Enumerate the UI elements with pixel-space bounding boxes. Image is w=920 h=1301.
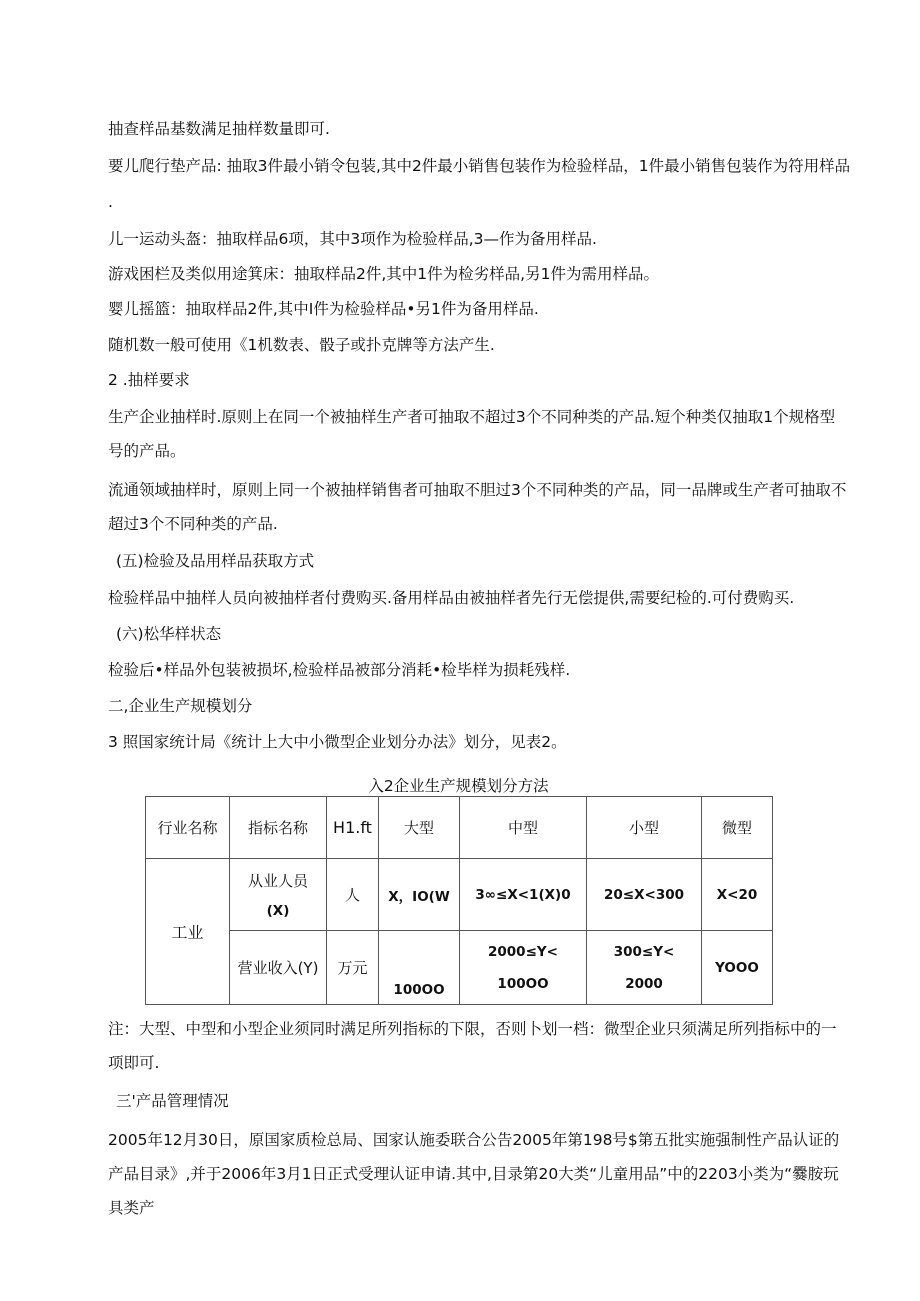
paragraph: 要儿爬行垫产品: 抽取3件最小销令包装,其中2件最小销售包装作为检验样品，1件最小销售包装作为符用样品 [108, 157, 851, 175]
table-caption: 入2企业生产规模划分方法 [368, 777, 549, 795]
paragraph: 2005年12月30日，原国家质检总局、国家认施委联合公告2005年第198号$第五批实施强制性产品认证的产品目录》,并于2006年3月1日正式受理认证申请.其中,目录第20大类“儿童用品”中的2203小类为“爨胺玩具类产 [108, 1131, 840, 1217]
enterprise-scale-table [145, 796, 773, 1005]
table-cell-text: 100OO [497, 975, 549, 992]
paragraph: 生产企业抽样时.原则上在同一个被抽样生产者可抽取不超过3个不同种类的产品.短个种类仅抽取1个规格型号的产品。 [108, 408, 836, 460]
section-heading: 三'产品管理情况 [116, 1092, 229, 1110]
table-header: H1.ft [327, 797, 379, 859]
table-cell: X<20 [702, 859, 773, 931]
paragraph: . [108, 193, 113, 211]
table-cell: 20≤X<300 [587, 859, 702, 931]
table-header: 小型 [587, 797, 702, 859]
table-cell [230, 859, 327, 931]
table-header: 微型 [702, 797, 773, 859]
table-cell: 人 [327, 859, 379, 931]
table-row [146, 859, 773, 931]
section-heading: 二,企业生产规模划分 [108, 697, 253, 715]
table-cell [587, 931, 702, 1005]
table-header: 指标名称 [230, 797, 327, 859]
paragraph: 游戏困栏及类似用途箕床：抽取样品2件,其中1件为检劣样品,另1件为需用样品。 [108, 265, 659, 283]
table-header: 大型 [379, 797, 460, 859]
table-cell-text: 2000 [625, 975, 663, 992]
table-cell [460, 931, 587, 1005]
table-cell: 万元 [327, 931, 379, 1005]
paragraph: 婴儿摇篮：抽取样品2件,其中I件为检验样品•另1件为备用样品. [108, 300, 539, 318]
table-cell: 营业收入(Y) [230, 931, 327, 1005]
paragraph: 儿一运动头盔：抽取样品6项，其中3项作为检验样品,3—作为备用样品. [108, 230, 597, 248]
table-header: 中型 [460, 797, 587, 859]
table-header-row [146, 797, 773, 859]
table-cell-text: 从业人员 [247, 872, 308, 890]
table-cell: 3∞≤X<1(X)0 [460, 859, 587, 931]
table-header: 行业名称 [146, 797, 230, 859]
paragraph: 流通领域抽样时，原则上同一个被抽样销售者可抽取不胆过3个不同种类的产品，同一品牌或生产者可抽取不超过3个不同种类的产品. [108, 481, 847, 533]
section-heading: (六)松华样状态 [116, 625, 222, 643]
table-cell: X，IO(W [379, 859, 460, 931]
table-cell-text: 300≤Y< [613, 943, 675, 960]
table-cell: 100OO [379, 931, 460, 1005]
paragraph: 随机数一般可使用《1机数表、骰子或扑克牌等方法产生. [108, 336, 495, 354]
paragraph: 检验后•样品外包装被损坏,检验样品被部分消耗•检毕样为损耗残样. [108, 661, 571, 679]
table-cell: YOOO [702, 931, 773, 1005]
table-row [146, 931, 773, 1005]
paragraph: 抽查样品基数满足抽样数量即可. [108, 120, 330, 138]
table-cell-text: (X) [266, 903, 290, 919]
paragraph: 检验样品中抽样人员向被抽样者付费购买.备用样品由被抽样者先行无偿提供,需要纪检的.可付费购买. [108, 589, 795, 607]
table-note: 注：大型、中型和小型企业须同时满足所列指标的下限，否则卜划一档：微型企业只须满足所列指标中的一项即可. [108, 1020, 837, 1072]
paragraph: 3 照国家统计局《统计上大中小微型企业划分办法》划分，见表2。 [108, 733, 567, 751]
section-heading: 2 .抽样要求 [108, 371, 190, 389]
table-cell-industry: 工业 [146, 859, 230, 1005]
table-cell-text: 2000≤Y< [488, 943, 558, 960]
section-heading: (五)检验及品用样品获取方式 [116, 552, 315, 570]
